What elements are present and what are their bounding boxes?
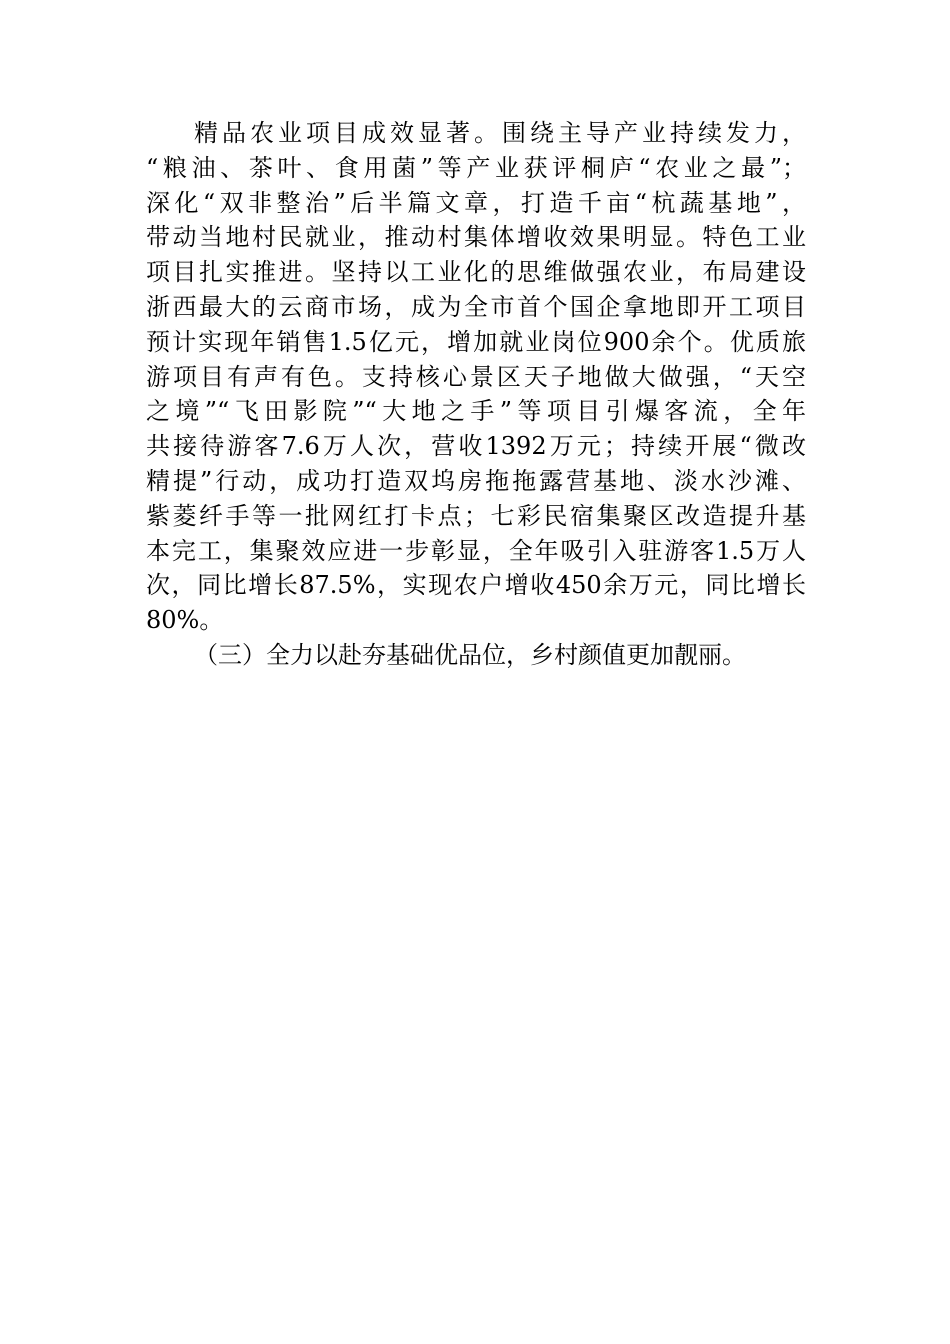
paragraph-line: 次，同比增长87.5%，实现农户增收450余万元，同比增长 bbox=[146, 571, 806, 600]
paragraph-line: 之境”“飞田影院”“大地之手”等项目引爆客流，全年 bbox=[146, 397, 806, 426]
document-body bbox=[146, 116, 806, 673]
paragraph-line: 项目扎实推进。坚持以工业化的思维做强农业，布局建设 bbox=[146, 258, 806, 287]
paragraph-line: 本完工，集聚效应进一步彰显，全年吸引入驻游客1.5万人 bbox=[146, 536, 806, 565]
paragraph-line: 精提”行动，成功打造双坞房拖拖露营基地、淡水沙滩、 bbox=[146, 466, 806, 495]
paragraph-line: 预计实现年销售1.5亿元，增加就业岗位900余个。优质旅 bbox=[146, 327, 806, 356]
paragraph-line: 游项目有声有色。支持核心景区天子地做大做强，“天空 bbox=[146, 362, 806, 391]
paragraph-line: 深化“双非整治”后半篇文章，打造千亩“杭蔬基地”， bbox=[146, 188, 806, 217]
paragraph-achievements bbox=[146, 116, 806, 638]
paragraph-line: 80%。 bbox=[146, 606, 224, 635]
paragraph-line: 精品农业项目成效显著。围绕主导产业持续发力， bbox=[194, 119, 806, 147]
section-heading: （三）全力以赴夯基础优品位，乡村颜值更加靓丽。 bbox=[194, 640, 746, 669]
paragraph-line: “粮油、茶叶、食用菌”等产业获评桐庐“农业之最”； bbox=[146, 153, 806, 182]
paragraph-line: 共接待游客7.6万人次，营收1392万元；持续开展“微改 bbox=[146, 432, 806, 461]
paragraph-line: 浙西最大的云商市场，成为全市首个国企拿地即开工项目 bbox=[146, 292, 806, 321]
paragraph-line: 带动当地村民就业，推动村集体增收效果明显。特色工业 bbox=[146, 223, 806, 252]
paragraph-line: 紫菱纤手等一批网红打卡点；七彩民宿集聚区改造提升基 bbox=[146, 501, 806, 530]
